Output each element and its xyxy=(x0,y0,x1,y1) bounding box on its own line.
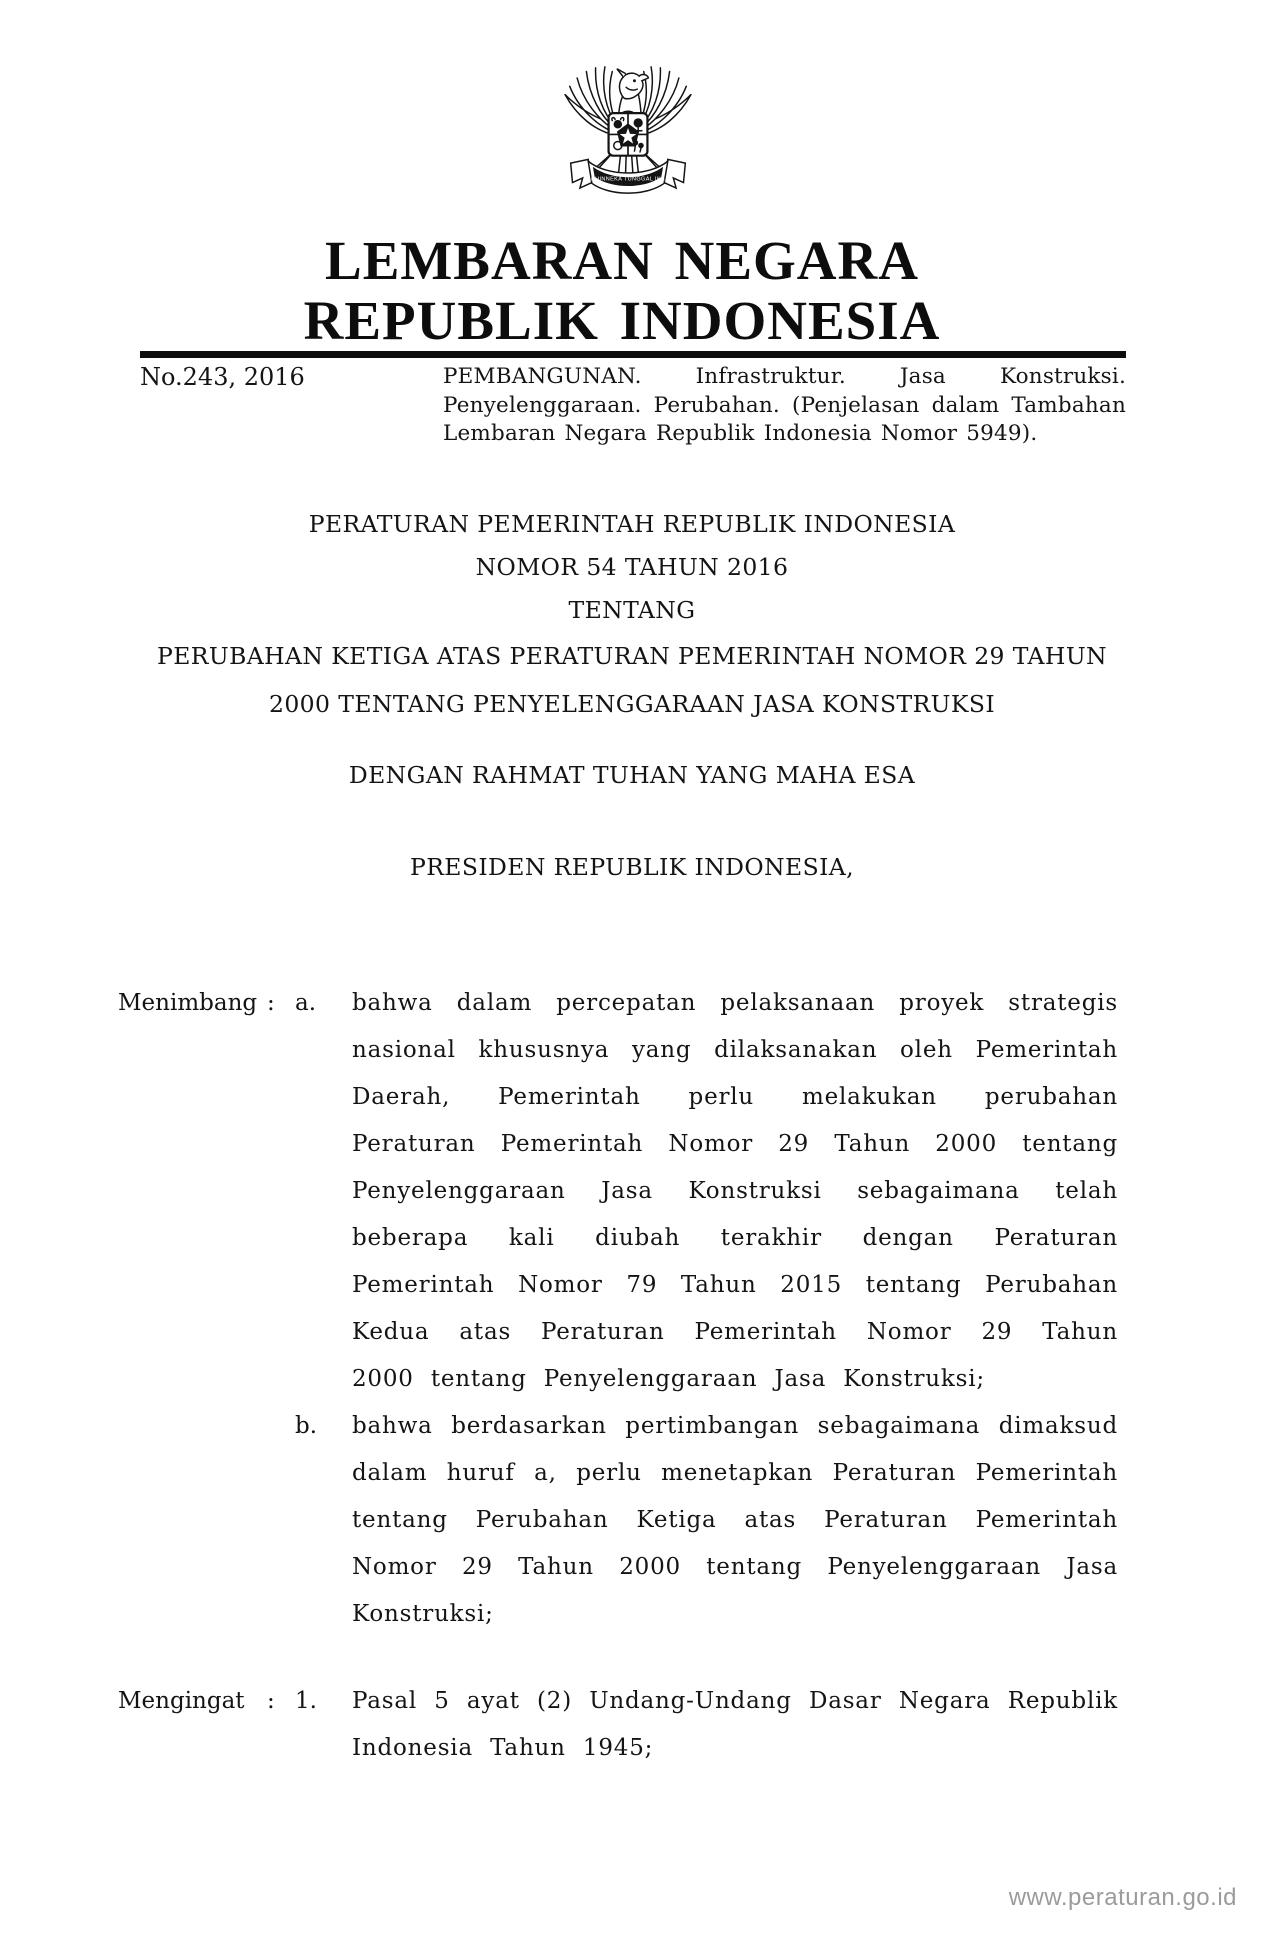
item-marker: 1. xyxy=(295,1687,317,1714)
considering-label: Menimbang xyxy=(118,989,258,1016)
spacer-cell xyxy=(118,1403,267,1638)
considering-row-b xyxy=(118,1403,1126,1638)
official-line: PRESIDEN REPUBLIK INDONESIA, xyxy=(410,852,854,881)
item-marker: b. xyxy=(295,1412,318,1439)
considering-colon: : xyxy=(267,989,275,1016)
considering-row-a xyxy=(118,980,1126,1403)
grace-line: DENGAN RAHMAT TUHAN YANG MAHA ESA xyxy=(348,760,916,789)
legal-basis-section xyxy=(118,1678,1126,1772)
masthead-rule xyxy=(140,351,1126,358)
legal-basis-item-1-text: Pasal 5 ayat (2) Undang-Undang Dasar Negara Republik Indonesia Tahun 1945; xyxy=(352,1687,1118,1761)
gazette-subject: PEMBANGUNAN. Infrastruktur. Jasa Konstruksi. Penyelenggaraan. Perubahan. (Penjelasan dalam Tambahan Lembaran Negara Republik Indonesia Nomor 5949). xyxy=(443,364,1126,446)
regulation-subject: PERUBAHAN KETIGA ATAS PERATURAN PEMERINTAH NOMOR 29 TAHUN 2000 TENTANG PENYELENGGARAAN JASA KONSTRUKSI xyxy=(157,641,1107,718)
masthead xyxy=(118,231,1126,351)
legal-basis-row-1 xyxy=(118,1678,1126,1772)
masthead-line2: REPUBLIK INDONESIA xyxy=(303,290,941,351)
spacer-cell xyxy=(267,1403,295,1638)
regulation-tentang-line: TENTANG xyxy=(568,595,696,624)
considering-section xyxy=(118,980,1126,1638)
gazette-header xyxy=(118,363,1126,449)
garuda-pancasila-icon xyxy=(554,56,702,211)
regulation-number-line: NOMOR 54 TAHUN 2016 xyxy=(475,552,789,581)
considering-item-b-text: bahwa berdasarkan pertimbangan sebagaimana dimaksud dalam huruf a, perlu menetapkan Peraturan Pemerintah tentang Perubahan Ketiga atas Peraturan Pemerintah Nomor 29 Tahun 2000 tentang Penyelenggaraan Jasa Konstruksi; xyxy=(352,1412,1118,1627)
watermark-url: www.peraturan.go.id xyxy=(1008,1884,1237,1911)
emblem-container xyxy=(118,0,1126,211)
emblem-motto-text: BHINNEKA TUNGGAL IKA xyxy=(591,176,665,183)
masthead-line1: LEMBARAN NEGARA xyxy=(325,230,919,291)
considering-item-a-text: bahwa dalam percepatan pelaksanaan proyek strategis nasional khususnya yang dilaksanakan oleh Pemerintah Daerah, Pemerintah perlu melakukan perubahan Peraturan Pemerintah Nomor 29 Tahun 2000 tentang Penyelenggaraan Jasa Konstruksi sebagaimana telah beberapa kali diubah terakhir dengan Peraturan Pemerintah Nomor 79 Tahun 2015 tentang Perubahan Kedua atas Peraturan Pemerintah Nomor 29 Tahun 2000 tentang Penyelenggaraan Jasa Konstruksi; xyxy=(352,989,1118,1392)
regulation-title-block xyxy=(118,503,1126,728)
legal-basis-colon: : xyxy=(267,1687,275,1714)
gazette-number: No.243, 2016 xyxy=(140,363,305,391)
legal-basis-label: Mengingat xyxy=(118,1687,245,1714)
regulation-title-line1: PERATURAN PEMERINTAH REPUBLIK INDONESIA xyxy=(308,509,956,538)
item-marker: a. xyxy=(295,989,317,1016)
page-content xyxy=(118,0,1126,1772)
